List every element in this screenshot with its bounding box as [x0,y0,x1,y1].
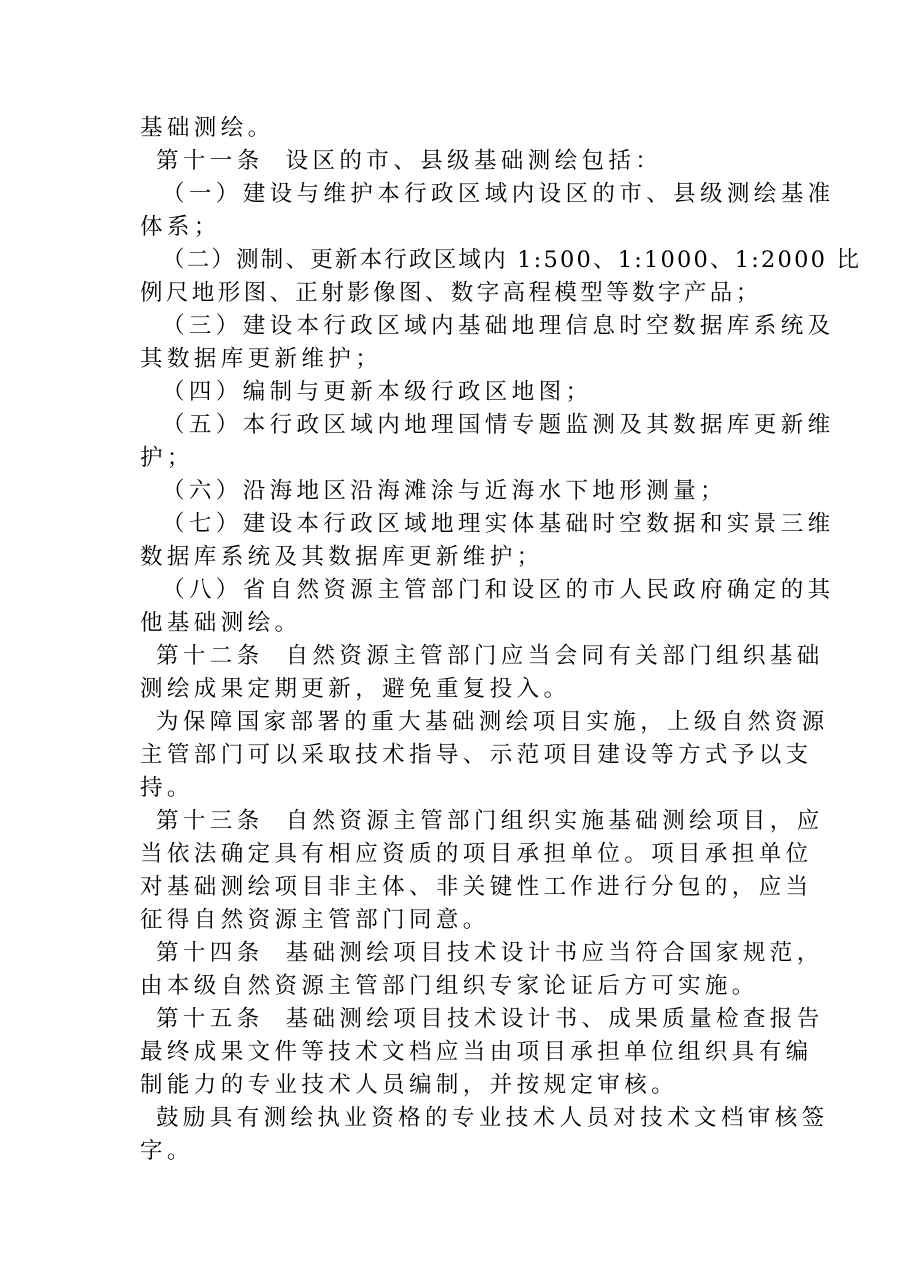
article-number: 第十二条 [156,643,264,669]
text-line: 其数据库更新维护； [140,346,383,372]
text-line: 鼓励具有测绘执业资格的专业技术人员对技术文档审核签 [156,1105,829,1131]
article-12-heading [140,640,824,673]
article-text: 自然资源主管部门组织实施基础测绘项目，应 [285,808,824,834]
text-line: （八）省自然资源主管部门和设区的市人民政府确定的其 [162,577,835,603]
article-number: 第十五条 [156,1006,264,1032]
text-line: 字。 [140,1138,194,1164]
text-line: 数据库系统及其数据库更新维护； [140,544,544,570]
text-line: （二）测制、更新本行政区域内 1:500、1:1000、1:2000 比 [162,247,862,273]
text-line: 当依法确定具有相应资质的项目承担单位。项目承担单位 [140,841,813,867]
article-text: 基础测绘项目技术设计书、成果质量检查报告 [285,1006,824,1032]
text-line: 他基础测绘。 [140,610,302,636]
text-line: 测绘成果定期更新，避免重复投入。 [140,676,571,702]
text-line: 基础测绘。 [140,115,275,141]
text-line: （五）本行政区域内地理国情专题监测及其数据库更新维 [162,412,835,438]
article-number: 第十三条 [156,808,264,834]
text-line: （六）沿海地区沿海滩涂与近海水下地形测量； [162,478,727,504]
article-number: 第十四条 [156,940,264,966]
article-14-heading [140,937,824,970]
text-line: 为保障国家部署的重大基础测绘项目实施，上级自然资源 [156,709,829,735]
article-text: 设区的市、县级基础测绘包括： [285,148,663,174]
text-line: （一）建设与维护本行政区域内设区的市、县级测绘基准 [162,181,835,207]
text-line: （三）建设本行政区域内基础地理信息时空数据库系统及 [162,313,835,339]
text-line: 主管部门可以采取技术指导、示范项目建设等方式予以支 [140,742,813,768]
article-11-heading [140,145,772,178]
text-line: 例尺地形图、正射影像图、数字高程模型等数字产品； [140,280,762,306]
text-line: （七）建设本行政区域地理实体基础时空数据和实景三维 [162,511,835,537]
article-text: 基础测绘项目技术设计书应当符合国家规范， [285,940,824,966]
text-line: 制能力的专业技术人员编制，并按规定审核。 [140,1072,679,1098]
text-line: （四）编制与更新本级行政区地图； [162,379,593,405]
document-body [140,112,862,1168]
article-number: 第十一条 [156,148,264,174]
text-line: 征得自然资源主管部门同意。 [140,907,490,933]
text-line: 持。 [140,775,194,801]
text-line: 体系； [140,214,221,240]
text-line: 由本级自然资源主管部门组织专家论证后方可实施。 [140,973,759,999]
article-13-heading [140,805,824,838]
article-15-heading [140,1003,824,1036]
text-line: 最终成果文件等技术文档应当由项目承担单位组织具有编 [140,1039,813,1065]
text-line: 对基础测绘项目非主体、非关键性工作进行分包的，应当 [140,874,813,900]
article-text: 自然资源主管部门应当会同有关部门组织基础 [285,643,824,669]
text-line: 护； [140,445,194,471]
